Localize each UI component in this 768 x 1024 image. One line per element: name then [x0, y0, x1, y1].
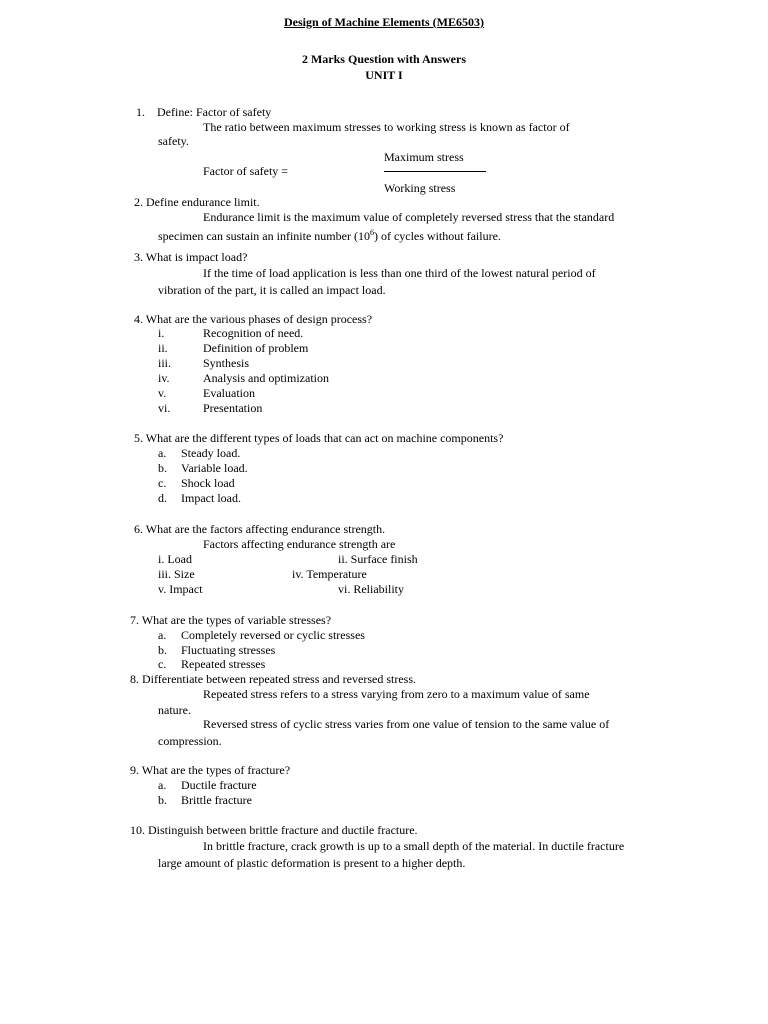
q4-question: 4. What are the various phases of design process? [134, 312, 373, 326]
unit-heading: UNIT I [365, 68, 403, 82]
q4-item-text: Synthesis [203, 356, 250, 370]
q6-factor-left: iii. Size [158, 567, 195, 581]
q7-item-marker: b. [158, 643, 167, 657]
q1-fraction-bar [384, 171, 486, 172]
q8-para2-line-2: compression. [158, 734, 222, 748]
q9-item-marker: a. [158, 778, 167, 792]
q10-answer-line-2: large amount of plastic deformation is present to a higher depth. [158, 856, 466, 870]
q2-answer-exponent: 6 [369, 228, 374, 237]
q5-item-marker: d. [158, 491, 167, 505]
q6-factor-left: v. Impact [158, 582, 203, 596]
q1-formula-denominator: Working stress [384, 181, 456, 195]
q2-answer-post: ) of cycles without failure. [373, 229, 501, 243]
q5-item-text: Impact load. [181, 491, 241, 505]
q7-item-text: Repeated stresses [181, 657, 266, 671]
q3-answer-line-1: If the time of load application is less than one third of the lowest natural period of [203, 266, 596, 280]
q8-question: 8. Differentiate between repeated stress and reversed stress. [130, 672, 416, 686]
q10-question: 10. Distinguish between brittle fracture and ductile fracture. [130, 823, 418, 837]
q3-question: 3. What is impact load? [134, 250, 248, 264]
q7-item-text: Fluctuating stresses [181, 643, 276, 657]
q2-question: 2. Define endurance limit. [134, 195, 260, 209]
q6-intro: Factors affecting endurance strength are [203, 537, 396, 551]
q1-formula-lhs: Factor of safety = [203, 164, 289, 178]
q4-item-marker: iv. [158, 371, 170, 385]
q4-item-marker: iii. [158, 356, 172, 370]
q1-question: Define: Factor of safety [157, 105, 272, 119]
q2-answer-pre: specimen can sustain an infinite number (10 [158, 229, 370, 243]
document-title: Design of Machine Elements (ME6503) [284, 15, 484, 29]
q5-item-marker: b. [158, 461, 167, 475]
q4-item-marker: vi. [158, 401, 171, 415]
q4-item-text: Recognition of need. [203, 326, 304, 340]
q4-item-text: Definition of problem [203, 341, 309, 355]
q2-answer-line-1: Endurance limit is the maximum value of completely reversed stress that the standard [203, 210, 615, 224]
q5-item-marker: c. [158, 476, 167, 490]
q4-item-marker: ii. [158, 341, 168, 355]
q7-item-marker: a. [158, 628, 167, 642]
q9-item-text: Brittle fracture [181, 793, 252, 807]
q4-item-text: Analysis and optimization [203, 371, 329, 385]
q8-para1-line-2: nature. [158, 703, 191, 717]
q4-item-marker: v. [158, 386, 167, 400]
q6-factor-left: i. Load [158, 552, 192, 566]
q1-answer-line-2: safety. [158, 134, 189, 148]
q5-item-marker: a. [158, 446, 167, 460]
q7-item-text: Completely reversed or cyclic stresses [181, 628, 365, 642]
q5-item-text: Steady load. [181, 446, 241, 460]
q4-item-text: Evaluation [203, 386, 255, 400]
q9-item-text: Ductile fracture [181, 778, 257, 792]
q6-factor-right: ii. Surface finish [338, 552, 418, 566]
q9-item-marker: b. [158, 793, 167, 807]
q9-question: 9. What are the types of fracture? [130, 763, 291, 777]
q3-answer-line-2: vibration of the part, it is called an impact load. [158, 283, 386, 297]
q7-item-marker: c. [158, 657, 167, 671]
q10-answer-line-1: In brittle fracture, crack growth is up to a small depth of the material. In ductile fracture [203, 839, 625, 853]
q5-question: 5. What are the different types of loads that can act on machine components? [134, 431, 504, 445]
q5-item-text: Shock load [181, 476, 235, 490]
q7-question: 7. What are the types of variable stresses? [130, 613, 332, 627]
q6-question: 6. What are the factors affecting endurance strength. [134, 522, 386, 536]
q1-number: 1. [136, 105, 145, 119]
q4-item-marker: i. [158, 326, 165, 340]
q4-item-text: Presentation [203, 401, 263, 415]
q1-formula-numerator: Maximum stress [384, 150, 464, 164]
q8-para2-line-1: Reversed stress of cyclic stress varies from one value of tension to the same value of [203, 717, 610, 731]
document-subtitle: 2 Marks Question with Answers [301, 52, 466, 66]
q2-answer-line-2 [158, 229, 501, 242]
q6-factor-right: iv. Temperature [292, 567, 367, 581]
q1-answer-line-1: The ratio between maximum stresses to working stress is known as factor of [203, 120, 570, 134]
q8-para1-line-1: Repeated stress refers to a stress varying from zero to a maximum value of same [203, 687, 590, 701]
q6-factor-right: vi. Reliability [338, 582, 404, 596]
q5-item-text: Variable load. [181, 461, 248, 475]
